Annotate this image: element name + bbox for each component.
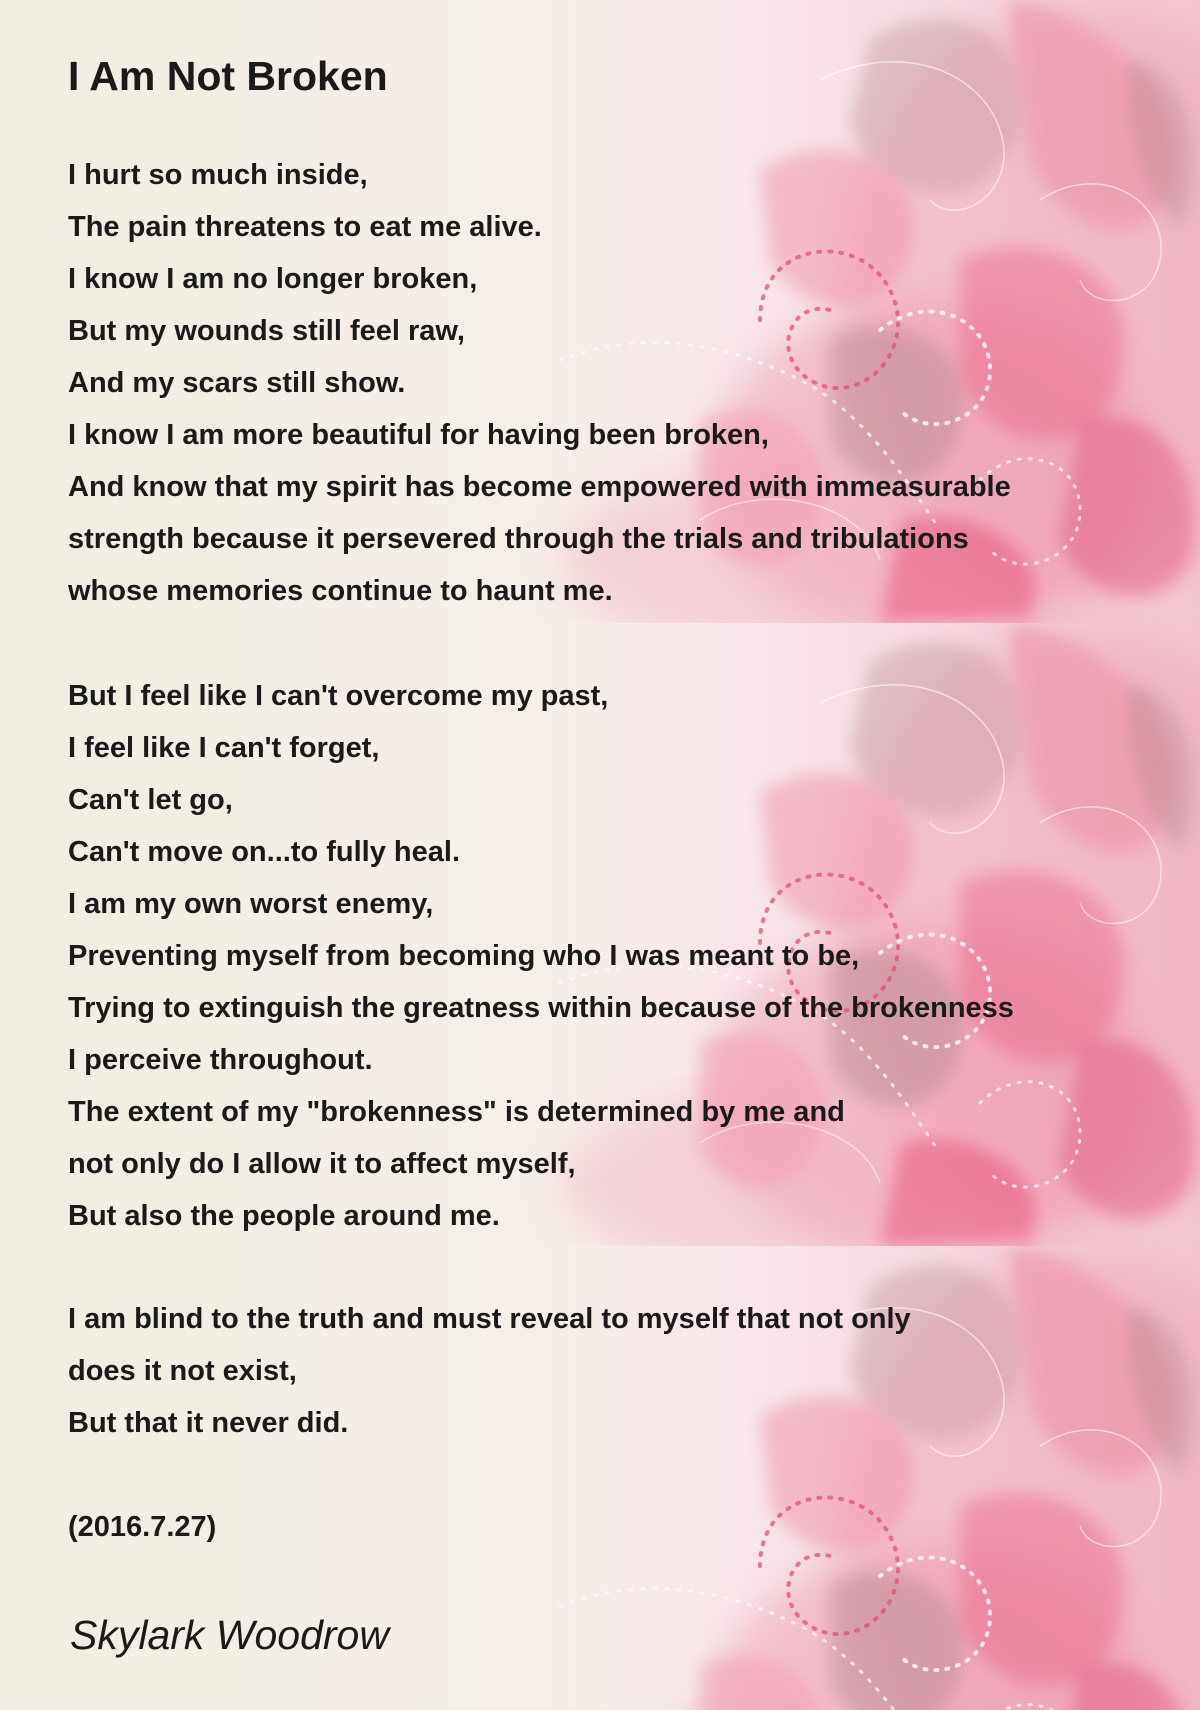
poem-line: And know that my spirit has become empowered with immeasurable — [68, 471, 1011, 503]
poem-line: I am blind to the truth and must reveal to myself that not only — [68, 1303, 911, 1335]
poem-line: Can't move on...to fully heal. — [68, 836, 460, 868]
poem-line: I feel like I can't forget, — [68, 732, 380, 764]
poem-author: Skylark Woodrow — [70, 1612, 389, 1658]
poem-line: But that it never did. — [68, 1407, 349, 1439]
poem-content — [68, 0, 1178, 1710]
poem-line: But I feel like I can't overcome my past, — [68, 680, 609, 712]
stanza-3 — [68, 1293, 911, 1449]
poem-line: And my scars still show. — [68, 367, 406, 399]
poem-line: I perceive throughout. — [68, 1044, 373, 1076]
stanza-2 — [68, 670, 1014, 1242]
poem-line: strength because it persevered through the trials and tribulations — [68, 523, 969, 555]
poem-line: I know I am more beautiful for having been broken, — [68, 419, 769, 451]
poem-line: I am my own worst enemy, — [68, 888, 434, 920]
poem-line: I know I am no longer broken, — [68, 263, 478, 295]
poem-date: (2016.7.27) — [68, 1511, 217, 1543]
poem-title: I Am Not Broken — [68, 53, 388, 99]
poem-line: The extent of my "brokenness" is determined by me and — [68, 1096, 845, 1128]
poem-line: Trying to extinguish the greatness within because of the brokenness — [68, 992, 1014, 1024]
poem-line: The pain threatens to eat me alive. — [68, 211, 542, 243]
poem-line: whose memories continue to haunt me. — [68, 575, 613, 607]
stanza-1 — [68, 149, 1011, 617]
poem-line: does it not exist, — [68, 1355, 297, 1387]
poem-line: Can't let go, — [68, 784, 233, 816]
poem-line: Preventing myself from becoming who I was meant to be, — [68, 940, 860, 972]
poem-line: But also the people around me. — [68, 1200, 500, 1232]
poem-line: But my wounds still feel raw, — [68, 315, 465, 347]
poem-line: not only do I allow it to affect myself, — [68, 1148, 576, 1180]
poem-line: I hurt so much inside, — [68, 159, 368, 191]
